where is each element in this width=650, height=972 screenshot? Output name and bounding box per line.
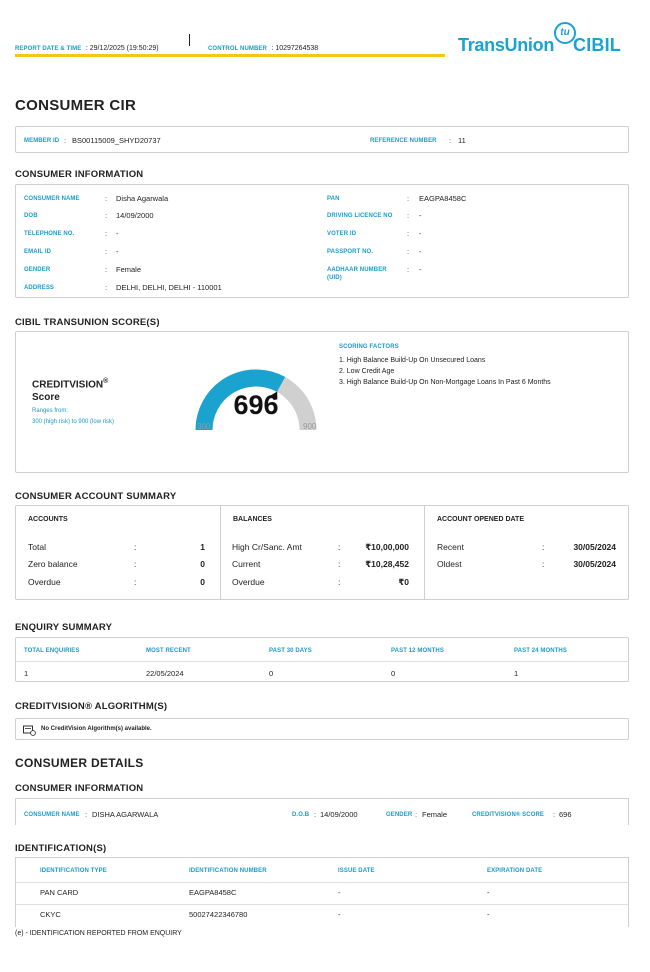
header-yellow-line [15, 54, 445, 57]
enquiry-header-cell: PAST 24 MONTHS [514, 648, 567, 654]
consumer-info-value: DELHI, DELHI, DELHI - 110001 [116, 283, 222, 292]
details-gender-colon: : [415, 810, 418, 819]
enquiry-summary-box [15, 637, 629, 682]
consumer-info-label: DOB [24, 213, 38, 219]
balances-row-label: High Cr/Sanc. Amt [232, 542, 302, 552]
opened-row-colon: : [542, 559, 545, 569]
consumer-info-label: PAN [327, 196, 340, 202]
consumer-info-value: - [116, 229, 119, 238]
scoring-factor-2: 2. Low Credit Age [339, 368, 395, 375]
report-date-label: REPORT DATE & TIME [15, 46, 82, 52]
report-date-value: : 29/12/2025 (19:50:29) [85, 45, 159, 52]
consumer-info-colon: : [407, 211, 410, 220]
consumer-info-value: EAGPA8458C [419, 194, 467, 203]
details-gender-value: Female [422, 810, 448, 819]
gauge-max-label: 900 [303, 422, 317, 431]
consumer-info-value: - [116, 247, 119, 256]
identification-header-cell: EXPIRATION DATE [487, 868, 543, 874]
consumer-info-label: CONSUMER NAME [24, 196, 80, 202]
balances-row-colon: : [338, 559, 341, 569]
accounts-row-value: 0 [200, 559, 205, 569]
opened-row-label: Recent [437, 542, 464, 552]
opened-row-value: 30/05/2024 [573, 542, 616, 552]
identification-header-cell: IDENTIFICATION NUMBER [189, 868, 267, 874]
enquiry-value-cell: 1 [24, 669, 29, 678]
consumer-info-value: Female [116, 265, 142, 274]
consumer-info-value: - [419, 265, 422, 274]
calculator-icon [23, 724, 36, 736]
account-summary-title: CONSUMER ACCOUNT SUMMARY [15, 491, 177, 502]
opened-row-value: 30/05/2024 [573, 559, 616, 569]
opened-row-label: Oldest [437, 559, 462, 569]
consumer-info-colon: : [105, 229, 108, 238]
score-value: 696 [233, 390, 279, 420]
creditvision-word: CREDITVISION [32, 379, 104, 391]
details-score-value: 696 [559, 810, 572, 819]
balances-row-value: ₹0 [398, 577, 409, 587]
consumer-details-subtitle: CONSUMER INFORMATION [15, 783, 144, 794]
enquiry-value-cell: 0 [391, 669, 396, 678]
identification-title: IDENTIFICATION(S) [15, 843, 107, 854]
accounts-row-value: 1 [200, 542, 205, 552]
reference-number-label: REFERENCE NUMBER [370, 138, 437, 144]
consumer-info-colon: : [407, 265, 410, 274]
scoring-factor-1: 1. High Balance Build-Up On Unsecured Loans [339, 357, 486, 364]
member-box [15, 126, 629, 153]
accounts-row-colon: : [134, 559, 137, 569]
scoring-factor-3: 3. High Balance Build-Up On Non-Mortgage Loans In Past 6 Months [339, 379, 551, 386]
logo-cibil-text: CIBIL [573, 35, 621, 55]
consumer-info-colon: : [105, 211, 108, 220]
algorithm-title: CREDITVISION® ALGORITHM(S) [15, 701, 168, 712]
enquiry-value-cell: 22/05/2024 [146, 669, 184, 678]
balances-head: BALANCES [233, 516, 272, 523]
report-date [15, 37, 159, 55]
identification-cell: - [487, 888, 490, 897]
account-summary-box [15, 505, 629, 600]
details-name-label: CONSUMER NAME [24, 812, 80, 818]
logo-transunion-text: TransUnion [458, 35, 555, 55]
accounts-row-value: 0 [200, 577, 205, 587]
details-dob-colon: : [314, 810, 317, 819]
consumer-info-label: GENDER [24, 267, 51, 273]
member-id-value: BS00115009_SHYD20737 [72, 136, 161, 145]
details-name-colon: : [85, 810, 88, 819]
registered-mark: ® [103, 378, 109, 385]
details-score-colon: : [553, 810, 556, 819]
accounts-row-label: Zero balance [28, 559, 78, 569]
consumer-info-value: - [419, 211, 422, 220]
balances-row-colon: : [338, 577, 341, 587]
balances-row-label: Overdue [232, 577, 265, 587]
scoring-factors-title: SCORING FACTORS [339, 344, 399, 350]
account-opened-head: ACCOUNT OPENED DATE [437, 516, 524, 523]
consumer-info-colon: : [105, 194, 108, 203]
consumer-info-label: EMAIL ID [24, 249, 52, 255]
identification-header-line [16, 882, 628, 883]
details-score-label: CREDITVISION® SCORE [472, 812, 544, 818]
enquiry-header-cell: PAST 30 DAYS [269, 648, 312, 654]
transunion-cibil-logo [458, 22, 633, 58]
consumer-info-value: - [419, 229, 422, 238]
accounts-row-label: Overdue [28, 577, 61, 587]
balances-row-colon: : [338, 542, 341, 552]
identification-cell: EAGPA8458C [189, 888, 237, 897]
consumer-info-colon: : [105, 283, 108, 292]
enquiry-value-cell: 1 [514, 669, 519, 678]
consumer-info-title: CONSUMER INFORMATION [15, 169, 144, 180]
algorithm-message: No CreditVision Algorithm(s) available. [41, 726, 152, 732]
control-number [208, 37, 318, 55]
ranges-label: Ranges from: [32, 408, 69, 414]
enquiry-header-line [16, 661, 628, 662]
member-id-label: MEMBER ID [24, 138, 60, 144]
details-gender-label: GENDER [386, 812, 413, 818]
identification-cell: PAN CARD [40, 888, 79, 897]
control-number-value: : 10297264538 [271, 45, 319, 52]
accounts-row-colon: : [134, 542, 137, 552]
algorithm-box [15, 718, 629, 740]
accounts-row-colon: : [134, 577, 137, 587]
identification-box [15, 857, 629, 927]
consumer-info-label-2: (UID) [327, 275, 342, 281]
consumer-info-colon: : [407, 229, 410, 238]
consumer-info-colon: : [407, 247, 410, 256]
consumer-details-title: CONSUMER DETAILS [15, 756, 144, 770]
identification-cell: - [338, 910, 341, 919]
header-divider [189, 34, 190, 46]
consumer-info-label: DRIVING LICENCE NO [327, 213, 393, 219]
consumer-info-label: VOTER ID [327, 231, 357, 237]
identification-footnote: (e) - IDENTIFICATION REPORTED FROM ENQUIRY [15, 930, 182, 937]
identification-cell: CKYC [40, 910, 61, 919]
enquiry-summary-title: ENQUIRY SUMMARY [15, 622, 113, 633]
summary-divider-1 [220, 506, 221, 599]
opened-row-colon: : [542, 542, 545, 552]
consumer-info-colon: : [407, 194, 410, 203]
balances-row-label: Current [232, 559, 261, 569]
balances-row-value: ₹10,00,000 [365, 542, 409, 552]
balances-row-value: ₹10,28,452 [365, 559, 409, 569]
control-number-label: CONTROL NUMBER [208, 46, 267, 52]
member-id-colon: : [64, 136, 67, 145]
consumer-info-value: - [419, 247, 422, 256]
details-name-value: DISHA AGARWALA [92, 810, 159, 819]
creditvision-heading [32, 378, 108, 390]
identification-row-line [16, 904, 628, 905]
consumer-info-label: AADHAAR NUMBER [327, 267, 387, 273]
enquiry-header-cell: PAST 12 MONTHS [391, 648, 444, 654]
identification-header-cell: IDENTIFICATION TYPE [40, 868, 107, 874]
enquiry-header-cell: MOST RECENT [146, 648, 191, 654]
page-title: CONSUMER CIR [15, 97, 137, 114]
reference-number-colon: : [449, 136, 452, 145]
accounts-row-label: Total [28, 542, 46, 552]
consumer-info-label: ADDRESS [24, 285, 55, 291]
identification-cell: 50027422346780 [189, 910, 248, 919]
ranges-value: 300 (high risk) to 900 (low risk) [32, 419, 115, 425]
logo-tu-circle: tu [554, 22, 576, 44]
identification-cell: - [338, 888, 341, 897]
details-dob-label: D.O.B [292, 812, 310, 818]
consumer-info-box [15, 184, 629, 298]
identification-cell: - [487, 910, 490, 919]
score-word: Score [32, 392, 60, 403]
consumer-info-value: Disha Agarwala [116, 194, 169, 203]
score-box [15, 331, 629, 473]
enquiry-header-cell: TOTAL ENQUIRIES [24, 648, 80, 654]
gauge-min-label: 300 [197, 422, 211, 431]
identification-header-cell: ISSUE DATE [338, 868, 375, 874]
score-section-title: CIBIL TRANSUNION SCORE(S) [15, 317, 160, 328]
enquiry-value-cell: 0 [269, 669, 274, 678]
consumer-info-label: TELEPHONE NO. [24, 231, 75, 237]
summary-divider-2 [424, 506, 425, 599]
consumer-info-colon: : [105, 265, 108, 274]
consumer-details-box [15, 798, 629, 825]
details-dob-value: 14/09/2000 [320, 810, 358, 819]
consumer-info-label: PASSPORT NO. [327, 249, 374, 255]
accounts-head: ACCOUNTS [28, 516, 68, 523]
reference-number-value: 11 [458, 136, 466, 145]
consumer-info-value: 14/09/2000 [116, 211, 154, 220]
consumer-info-colon: : [105, 247, 108, 256]
